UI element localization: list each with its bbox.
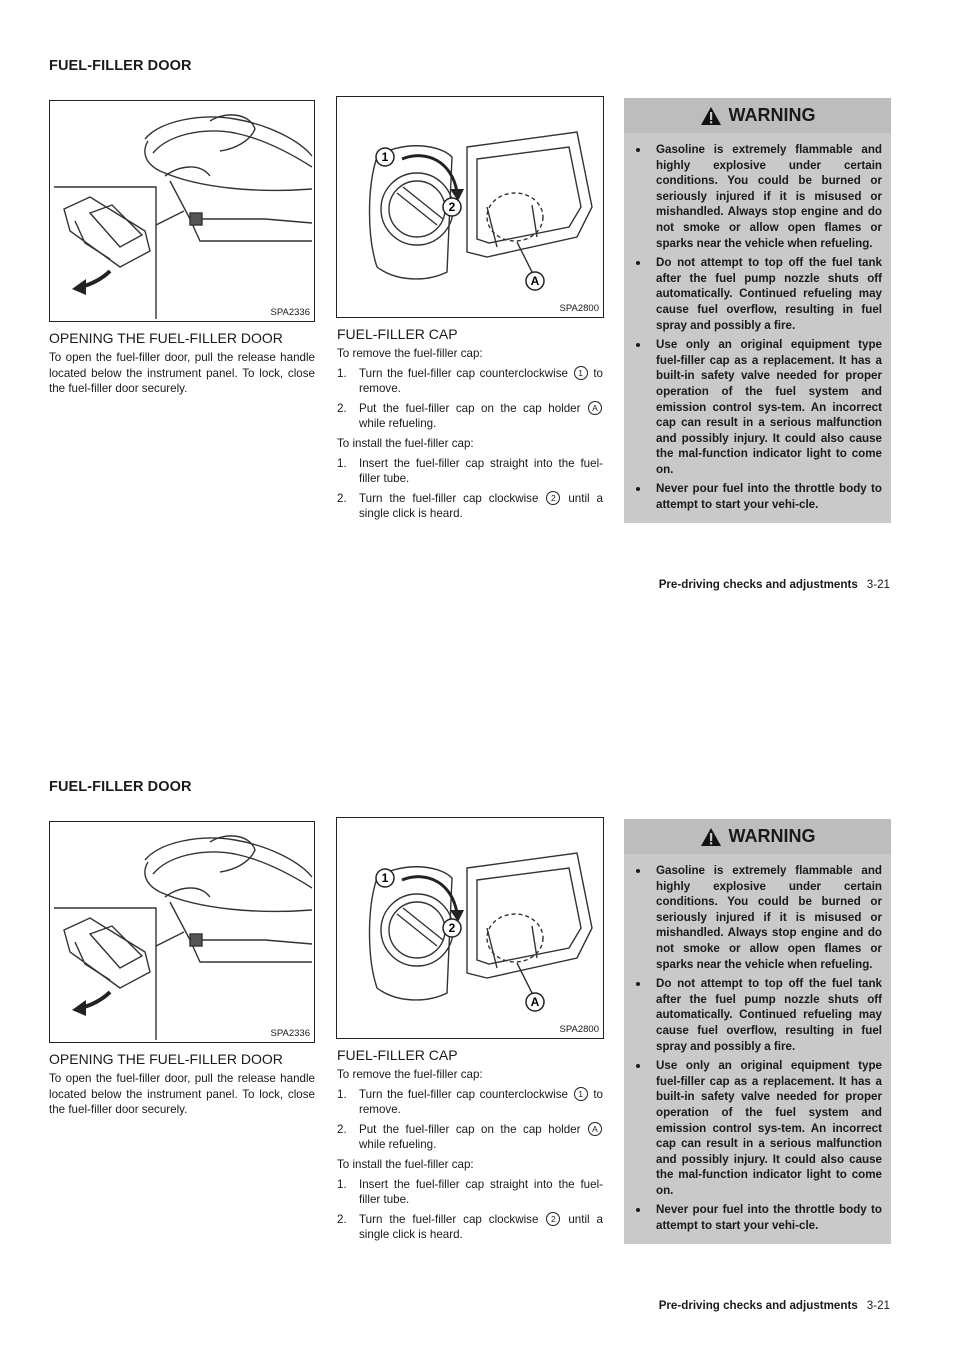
opening-subheading: OPENING THE FUEL-FILLER DOOR	[49, 330, 283, 346]
release-handle-drawing	[50, 101, 314, 321]
step-number: 2.	[337, 401, 347, 415]
callout-2-label: 2	[448, 921, 456, 935]
callout-1-label: 1	[381, 871, 389, 885]
step-text: Insert the fuel-filler cap straight into the fuel-filler tube.	[359, 456, 603, 486]
step-text: until a single click is heard.	[359, 491, 603, 521]
cap-instructions	[337, 1067, 603, 1247]
figure-code: SPA2800	[559, 303, 599, 314]
install-intro: To install the fuel-filler cap:	[337, 1157, 474, 1171]
figure-code: SPA2336	[270, 1028, 310, 1039]
step-text: while refueling.	[359, 417, 437, 431]
callout-ref-a: A	[588, 401, 602, 415]
section-heading: FUEL-FILLER DOOR	[49, 58, 192, 74]
step-text: Turn the fuel-filler cap clockwise	[359, 491, 539, 505]
step-text: Put the fuel-filler cap on the cap holder	[359, 401, 581, 415]
opening-text: To open the fuel-filler door, pull the release handle located below the instrument panel. To lock, close the fuel-filler door securely.	[49, 351, 315, 396]
step-number: 2.	[337, 491, 347, 505]
release-handle-illustration	[49, 100, 315, 322]
page-footer	[560, 578, 890, 591]
warning-list	[624, 133, 891, 523]
figure-code: SPA2336	[270, 307, 310, 318]
step-text: Insert the fuel-filler cap straight into the fuel-filler tube.	[359, 1177, 603, 1207]
footer-page-number: 3-21	[866, 1299, 890, 1312]
fuel-cap-drawing	[337, 97, 603, 317]
warning-box	[624, 98, 891, 523]
install-step	[337, 1177, 603, 1208]
cap-instructions	[337, 346, 603, 526]
remove-step	[337, 1087, 603, 1118]
callout-1-label: 1	[381, 150, 389, 164]
cap-subheading: FUEL-FILLER CAP	[337, 1047, 458, 1063]
warning-item: Gasoline is extremely flammable and highly explosive under certain conditions. You could be burned or seriously injured if it is misused or mishandled. Always stop engine and do not smoke or allow open flames or sparks near the vehicle when refueling.	[634, 863, 882, 972]
fuel-cap-drawing	[337, 818, 603, 1038]
step-text: Put the fuel-filler cap on the cap holder	[359, 1122, 581, 1136]
manual-page-section-top	[0, 58, 954, 626]
callout-ref-1: 1	[574, 366, 588, 380]
step-number: 2.	[337, 1122, 347, 1136]
step-text: Turn the fuel-filler cap counterclockwise	[359, 366, 568, 380]
footer-page-number: 3-21	[866, 578, 890, 591]
warning-item: Gasoline is extremely flammable and highly explosive under certain conditions. You could be burned or seriously injured if it is misused or mishandled. Always stop engine and do not smoke or allow open flames or sparks near the vehicle when refueling.	[634, 142, 882, 251]
install-intro: To install the fuel-filler cap:	[337, 436, 474, 450]
warning-item: Never pour fuel into the throttle body to attempt to start your vehi-cle.	[634, 1202, 882, 1233]
step-text: Turn the fuel-filler cap counterclockwise	[359, 1087, 568, 1101]
callout-ref-1: 1	[574, 1087, 588, 1101]
step-number: 1.	[337, 1177, 347, 1191]
warning-header	[624, 98, 891, 133]
install-step	[337, 456, 603, 487]
install-step	[337, 491, 603, 522]
remove-step	[337, 401, 603, 432]
callout-ref-a: A	[588, 1122, 602, 1136]
figure-code: SPA2800	[559, 1024, 599, 1035]
warning-triangle-icon	[700, 106, 722, 126]
callout-ref-2: 2	[546, 1212, 560, 1226]
fuel-cap-illustration	[336, 817, 604, 1039]
warning-triangle-icon	[700, 827, 722, 847]
step-text: Turn the fuel-filler cap clockwise	[359, 1212, 539, 1226]
warning-item: Use only an original equipment type fuel-filler cap as a replacement. It has a built-in safety valve needed for proper operation of the fuel system and emission control sys-tem. An incorrect cap can result in a serious malfunction and possibly injury. It could also cause the mal-function indicator light to come on.	[634, 337, 882, 477]
warning-title: WARNING	[728, 826, 816, 846]
callout-ref-2: 2	[546, 491, 560, 505]
step-text: to remove.	[359, 366, 603, 396]
step-number: 1.	[337, 456, 347, 470]
warning-title: WARNING	[728, 105, 816, 125]
warning-item: Never pour fuel into the throttle body to attempt to start your vehi-cle.	[634, 481, 882, 512]
warning-header	[624, 819, 891, 854]
step-number: 1.	[337, 366, 347, 380]
step-text: until a single click is heard.	[359, 1212, 603, 1242]
warning-list	[624, 854, 891, 1244]
warning-item: Do not attempt to top off the fuel tank after the fuel pump nozzle shuts off automatically. Continued refueling may cause fuel overflow, resulting in fuel spray and possibly a fire.	[634, 976, 882, 1054]
install-step	[337, 1212, 603, 1243]
remove-intro: To remove the fuel-filler cap:	[337, 1068, 483, 1081]
step-number: 1.	[337, 1087, 347, 1101]
section-heading: FUEL-FILLER DOOR	[49, 779, 192, 795]
cap-subheading: FUEL-FILLER CAP	[337, 326, 458, 342]
remove-step	[337, 366, 603, 397]
fuel-cap-illustration	[336, 96, 604, 318]
opening-text: To open the fuel-filler door, pull the release handle located below the instrument panel. To lock, close the fuel-filler door securely.	[49, 1072, 315, 1117]
release-handle-drawing	[50, 822, 314, 1042]
release-handle-illustration	[49, 821, 315, 1043]
step-number: 2.	[337, 1212, 347, 1226]
footer-chapter: Pre-driving checks and adjustments	[658, 1299, 858, 1312]
manual-page-section-bottom	[0, 779, 954, 1347]
remove-step	[337, 1122, 603, 1153]
callout-2-label: 2	[448, 200, 456, 214]
opening-subheading: OPENING THE FUEL-FILLER DOOR	[49, 1051, 283, 1067]
warning-item: Use only an original equipment type fuel-filler cap as a replacement. It has a built-in safety valve needed for proper operation of the fuel system and emission control sys-tem. An incorrect cap can result in a serious malfunction and possibly injury. It could also cause the mal-function indicator light to come on.	[634, 1058, 882, 1198]
warning-item: Do not attempt to top off the fuel tank after the fuel pump nozzle shuts off automatically. Continued refueling may cause fuel overflow, resulting in fuel spray and possibly a fire.	[634, 255, 882, 333]
footer-chapter: Pre-driving checks and adjustments	[658, 578, 858, 591]
step-text: to remove.	[359, 1087, 603, 1117]
callout-a-label: A	[530, 995, 540, 1009]
callout-a-label: A	[530, 274, 540, 288]
warning-box	[624, 819, 891, 1244]
step-text: while refueling.	[359, 1138, 437, 1152]
page-footer	[560, 1299, 890, 1312]
remove-intro: To remove the fuel-filler cap:	[337, 347, 483, 360]
